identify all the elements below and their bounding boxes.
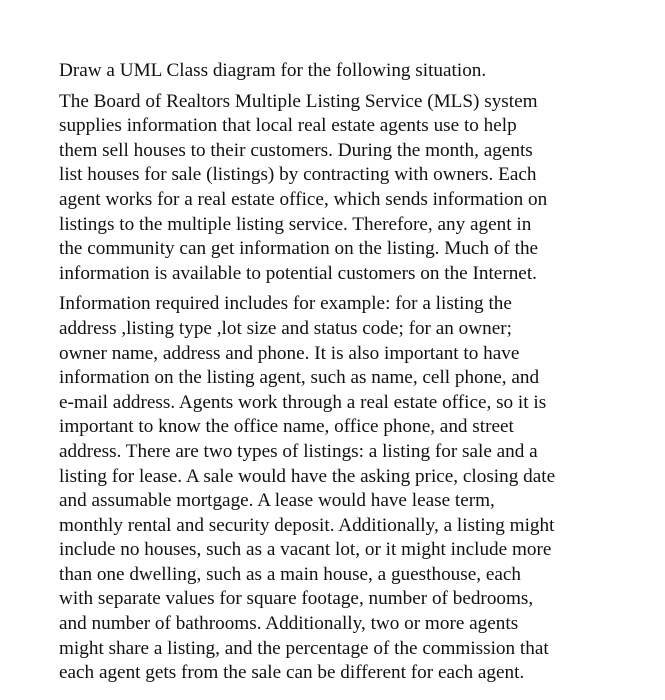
- paragraph-line: each agent gets from the sale can be different for each agent.: [59, 662, 525, 684]
- paragraph-line: Information required includes for example: for a listing the: [59, 293, 512, 315]
- paragraph-line: monthly rental and security deposit. Additionally, a listing might: [59, 514, 555, 536]
- situation-paragraph: [59, 90, 619, 287]
- instruction-paragraph: [59, 59, 619, 84]
- paragraph-line: e-mail address. Agents work through a real estate office, so it is: [59, 391, 547, 413]
- paragraph-line: information is available to potential customers on the Internet.: [59, 262, 537, 284]
- paragraph-line: might share a listing, and the percentage of the commission that: [59, 637, 549, 659]
- paragraph-line: and assumable mortgage. A lease would have lease term,: [59, 490, 495, 512]
- paragraph-line: information on the listing agent, such as name, cell phone, and: [59, 367, 540, 389]
- paragraph-line: include no houses, such as a vacant lot, or it might include more: [59, 539, 552, 561]
- paragraph-line: than one dwelling, such as a main house, a guesthouse, each: [59, 563, 521, 585]
- document-body: [59, 59, 619, 686]
- paragraph-line: address. There are two types of listings: a listing for sale and a: [59, 440, 538, 462]
- paragraph-line: listings to the multiple listing service. Therefore, any agent in: [59, 213, 532, 235]
- paragraph-line: address ,listing type ,lot size and status code; for an owner;: [59, 317, 512, 339]
- paragraph-line: owner name, address and phone. It is also important to have: [59, 342, 520, 364]
- instruction-line: Draw a UML Class diagram for the following situation.: [59, 60, 487, 81]
- paragraph-line: and number of bathrooms. Additionally, two or more agents: [59, 613, 519, 635]
- paragraph-line: agent works for a real estate office, which sends information on: [59, 188, 548, 210]
- paragraph-line: with separate values for square footage, number of bedrooms,: [59, 588, 534, 610]
- paragraph-line: list houses for sale (listings) by contracting with owners. Each: [59, 164, 537, 186]
- paragraph-line: The Board of Realtors Multiple Listing Service (MLS) system: [59, 90, 538, 112]
- paragraph-line: listing for lease. A sale would have the asking price, closing date: [59, 465, 556, 487]
- paragraph-line: important to know the office name, office phone, and street: [59, 416, 514, 438]
- paragraph-line: supplies information that local real estate agents use to help: [59, 115, 517, 137]
- paragraph-line: the community can get information on the listing. Much of the: [59, 238, 539, 260]
- paragraph-line: them sell houses to their customers. During the month, agents: [59, 139, 533, 161]
- requirements-paragraph: [59, 292, 619, 686]
